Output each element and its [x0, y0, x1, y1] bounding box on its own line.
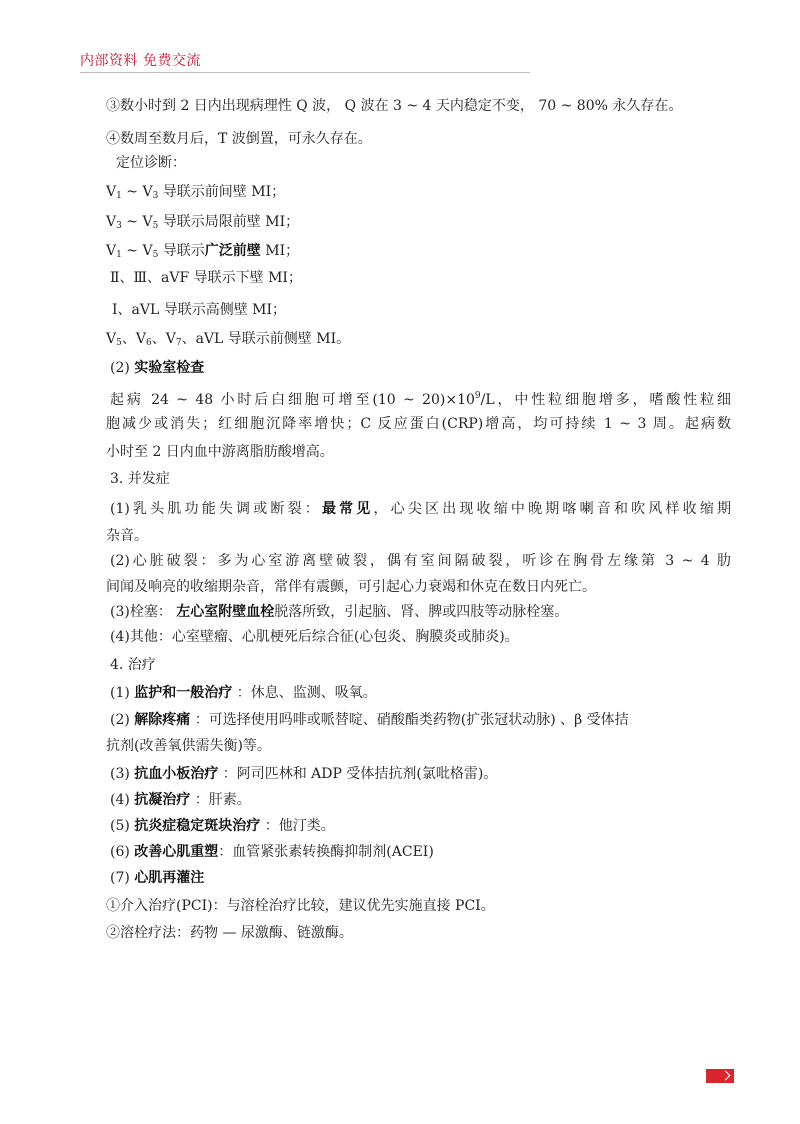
section-heading: (2) 实验室检查 — [110, 360, 205, 376]
section-heading: 4. 治疗 — [110, 657, 156, 673]
text-line: 抗剂(改善氧供需失衡)等。 — [106, 738, 271, 754]
text-line: (5) 抗炎症稳定斑块治疗 ：他汀类。 — [110, 818, 335, 834]
text-line: 定位诊断： — [116, 155, 186, 171]
text-line: (7) 心肌再灌注 — [110, 870, 205, 886]
text-line: Ⅱ、Ⅲ、aVF 导联示下壁 MI； — [110, 270, 302, 286]
bold-term: 广泛前壁 — [204, 243, 261, 259]
text-line: ③数小时到 2 日内出现病理性 Q 波， Q 波在 3 ~ 4 天内稳定不变， 70 ~ 80% 永久存在。 — [106, 98, 683, 114]
header-watermark: 内部资料 免费交流 — [80, 53, 201, 69]
text-line: (6) 改善心肌重塑：血管紧张素转换酶抑制剂(ACEI) — [110, 844, 434, 860]
text-line: 间闻及响亮的收缩期杂音，常伴有震颤，可引起心力衰竭和休克在数日内死亡。 — [106, 579, 596, 595]
section-heading: 3. 并发症 — [110, 471, 170, 487]
text-line: (1)乳头肌功能失调或断裂：最常见，心尖区出现收缩中晚期喀喇音和吹风样收缩期 — [110, 501, 732, 517]
text-line: ④数周至数月后，T 波倒置，可永久存在。 — [106, 131, 372, 147]
text-line: $V_1$ ~ $V_3$ 导联示前间壁 MI； — [106, 184, 286, 201]
text-line: (1) 监护和一般治疗 ：休息、监测、吸氧。 — [110, 685, 377, 701]
text-line: ①介入治疗(PCI)：与溶栓治疗比较，建议优先实施直接 PCI。 — [106, 898, 495, 914]
text-line: 起病 24 ~ 48 小时后白细胞可增至(10 ~ $20)\times 10^9/L$，中性粒细胞增多，嗜酸性粒细 — [110, 391, 732, 408]
text-line: $V_5$、$V_6$、$V_7$、aVL 导联示前侧壁 MI。 — [106, 331, 351, 348]
text-line: Ⅰ、aVL 导联示高侧壁 MI； — [112, 302, 287, 318]
text-line: 胞减少或消失；红细胞沉降率增快；C 反应蛋白(CRP)增高，均可持续 1 ~ 3 周。起病数 — [106, 416, 731, 432]
text-line: (4) 抗凝治疗 ：肝素。 — [110, 792, 251, 808]
text-line: (2) 解除疼痛 ：可选择使用吗啡或哌替啶、硝酸酯类药物(扩张冠状动脉) 、β 受体拮 — [110, 712, 629, 728]
page-header — [80, 50, 530, 73]
text-line: 杂音。 — [106, 528, 148, 544]
text-line: (2)心脏破裂：多为心室游离壁破裂，偶有室间隔破裂，听诊在胸骨左缘第 3 ~ 4 肋 — [110, 553, 731, 569]
text-line: (4)其他：心室壁瘤、心肌梗死后综合征(心包炎、胸膜炎或肺炎)。 — [110, 629, 519, 645]
page-corner-icon — [706, 1069, 734, 1083]
text-line: (3)栓塞： 左心室附壁血栓脱落所致，引起脑、肾、脾或四肢等动脉栓塞。 — [110, 604, 569, 620]
text-line: 小时至 2 日内血中游离脂肪酸增高。 — [106, 444, 334, 460]
text-line: ②溶栓疗法：药物 — 尿激酶、链激酶。 — [106, 925, 353, 941]
text-line: $V_3$ ~ $V_5$ 导联示局限前壁 MI； — [106, 214, 300, 231]
text-line: (3) 抗血小板治疗 ：阿司匹林和 ADP 受体拮抗剂(氯吡格雷)。 — [110, 766, 498, 782]
text-line: $V_1$ ~ $V_5$ 导联示广泛前壁 MI； — [106, 243, 300, 260]
